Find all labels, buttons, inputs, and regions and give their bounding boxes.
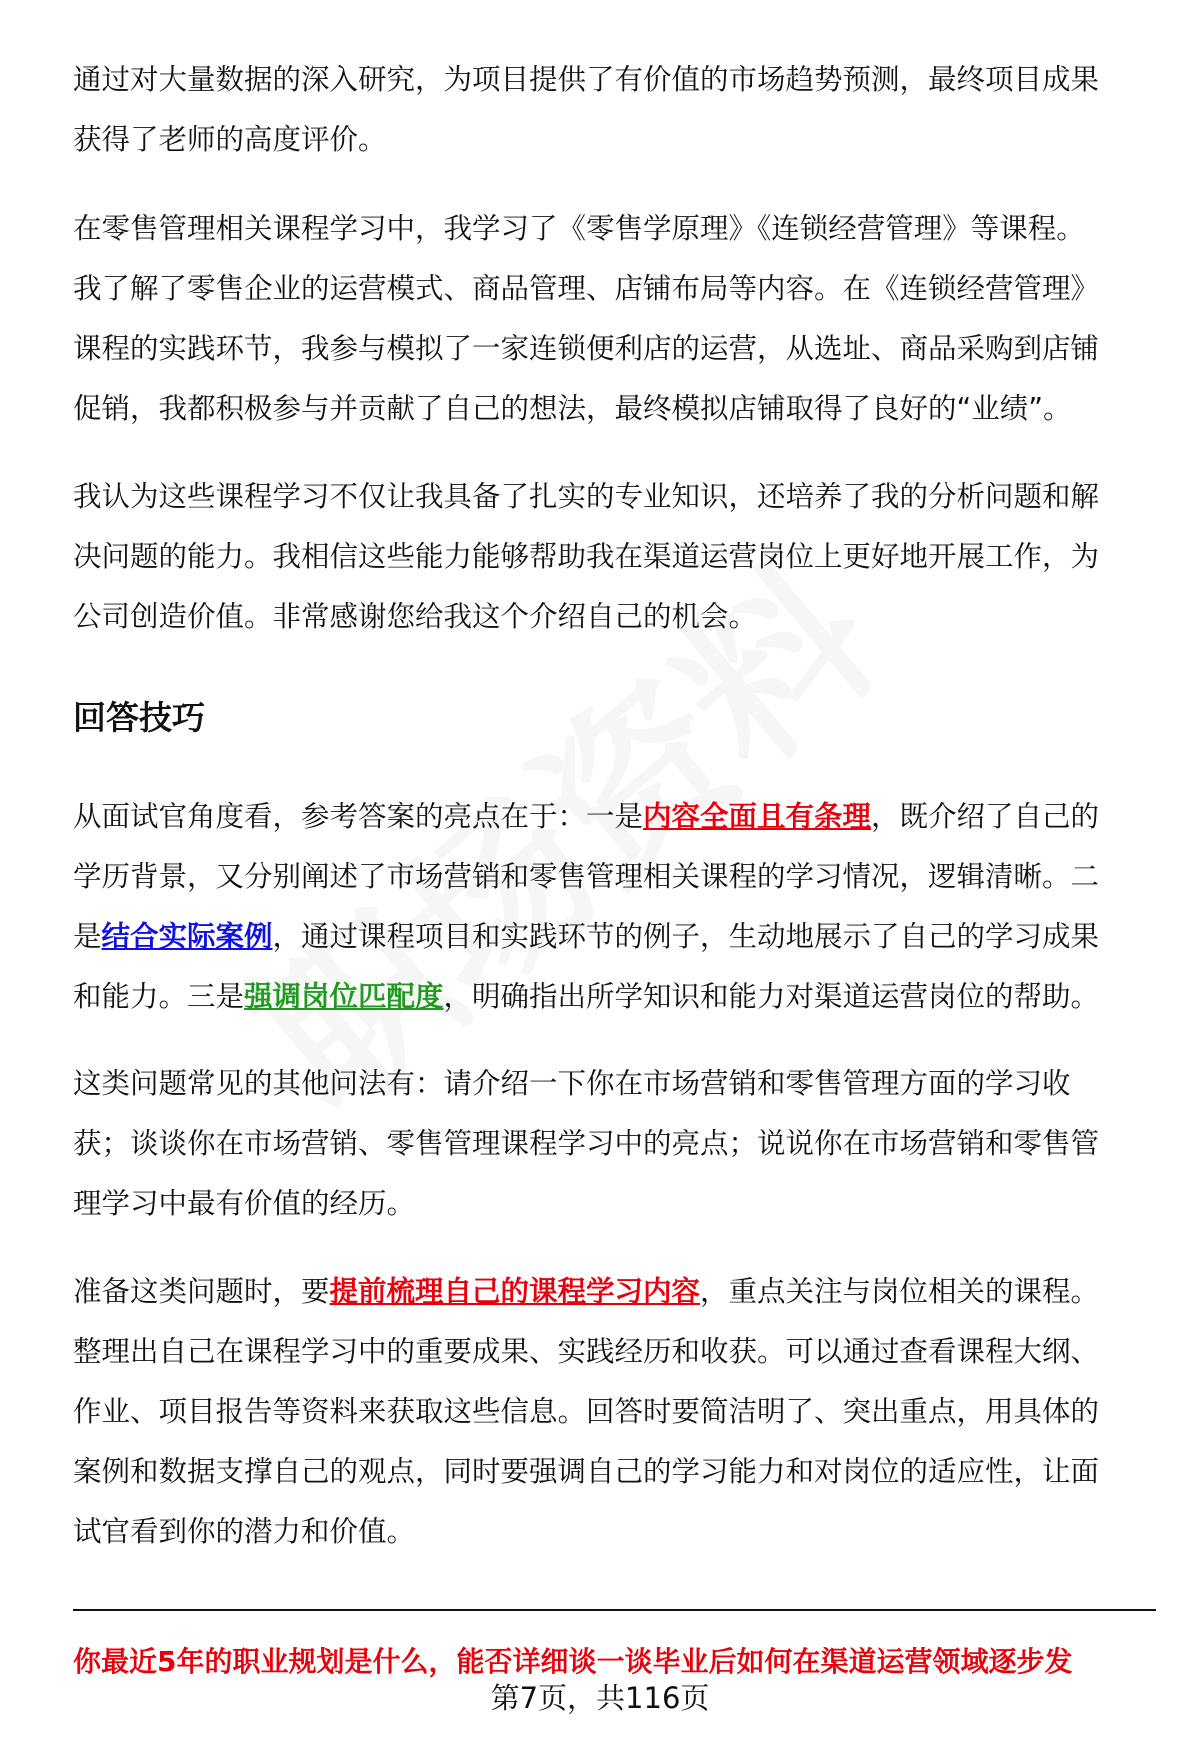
highlight-red: 内容全面且有条理 [643, 800, 872, 833]
text-line: 学历背景，又分别阐述了市场营销和零售管理相关课程的学习情况，逻辑清晰。二 [73, 860, 1100, 893]
text-line: 这类问题常见的其他问法有：请介绍一下你在市场营销和零售管理方面的学习收 [73, 1067, 1071, 1100]
highlight-red: 提前梳理自己的课程学习内容 [329, 1275, 701, 1308]
text-line: 决问题的能力。我相信这些能力能够帮助我在渠道运营岗位上更好地开展工作，为 [73, 540, 1100, 573]
text-line: 作业、项目报告等资料来获取这些信息。回答时要简洁明了、突出重点，用具体的 [73, 1395, 1100, 1428]
text: ，通过课程项目和实践环节的例子，生动地展示了自己的学习成果 [272, 920, 1100, 953]
text-line [73, 1262, 1173, 1322]
text-line: 我认为这些课程学习不仅让我具备了扎实的专业知识，还培养了我的分析问题和解 [73, 480, 1100, 513]
preparation-paragraph [73, 1262, 1173, 1562]
text-line [73, 907, 1173, 967]
text: 准备这类问题时，要 [73, 1275, 330, 1308]
highlight-blue: 结合实际案例 [101, 920, 273, 953]
tips-paragraph [73, 787, 1173, 1027]
text-line: 在零售管理相关课程学习中，我学习了《零售学原理》《连锁经营管理》等课程。 [73, 212, 1085, 245]
paragraph-2 [73, 199, 1173, 439]
text: 从面试官角度看，参考答案的亮点在于：一是 [73, 800, 644, 833]
text-line: 课程的实践环节，我参与模拟了一家连锁便利店的运营，从选址、商品采购到店铺 [73, 332, 1100, 365]
text-line: 通过对大量数据的深入研究，为项目提供了有价值的市场趋势预测，最终项目成果 [73, 63, 1100, 96]
text: ，既介绍了自己的 [871, 800, 1100, 833]
section-heading: 回答技巧 [73, 698, 205, 737]
paragraph-1 [73, 50, 1173, 170]
text-line: 我了解了零售企业的运营模式、商品管理、店铺布局等内容。在《连锁经营管理》 [73, 272, 1100, 305]
text: 和能力。三是 [73, 980, 245, 1013]
text-line: 获得了老师的高度评价。 [73, 123, 387, 156]
text-line: 获；谈谈你在市场营销、零售管理课程学习中的亮点；说说你在市场营销和零售管 [73, 1127, 1100, 1160]
text-line: 公司创造价值。非常感谢您给我这个介绍自己的机会。 [73, 600, 758, 633]
text-line: 试官看到你的潜力和价值。 [73, 1515, 416, 1548]
text: 是 [73, 920, 102, 953]
text: ，重点关注与岗位相关的课程。 [700, 1275, 1100, 1308]
text-line: 促销，我都积极参与并贡献了自己的想法，最终模拟店铺取得了良好的“业绩”。 [73, 392, 1072, 425]
highlight-green: 强调岗位匹配度 [244, 980, 444, 1013]
page-number: 第7页，共116页 [490, 1681, 710, 1715]
text: ，明确指出所学知识和能力对渠道运营岗位的帮助。 [443, 980, 1100, 1013]
text-line [73, 787, 1173, 847]
text-line [73, 967, 1173, 1027]
text-line: 案例和数据支撑自己的观点，同时要强调自己的学习能力和对岗位的适应性，让面 [73, 1455, 1100, 1488]
paragraph-3 [73, 467, 1173, 647]
text-line: 整理出自己在课程学习中的重要成果、实践经历和收获。可以通过查看课程大纲、 [73, 1335, 1100, 1368]
divider [73, 1609, 1156, 1611]
next-question-title: 你最近5年的职业规划是什么，能否详细谈一谈毕业后如何在渠道运营领域逐步发 [73, 1645, 1073, 1678]
text-line: 理学习中最有价值的经历。 [73, 1187, 416, 1220]
other-questions-paragraph [73, 1054, 1173, 1234]
